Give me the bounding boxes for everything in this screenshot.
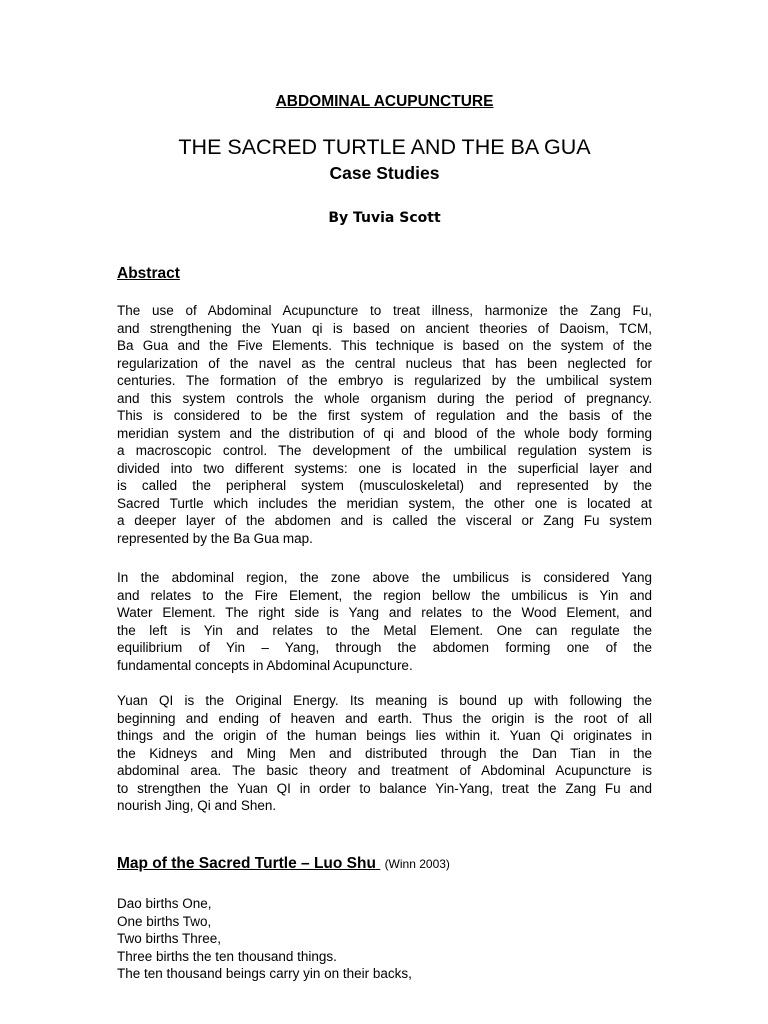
paragraph-line: a macroscopic control. The development of the umbilical regulation system is [117,443,652,458]
paragraph-line: beginning and ending of heaven and earth. Thus the origin is the root of all [117,710,652,726]
paragraph-line: nourish Jing, Qi and Shen. [117,798,277,813]
paragraph-line: The use of Abdominal Acupuncture to treat illness, harmonize the Zang Fu, [117,303,652,318]
paragraph-line: regularization of the navel as the central nucleus that has been neglected for [117,355,652,371]
paragraph-line: represented by the Ba Gua map. [117,530,313,546]
map-section-heading [117,854,450,874]
document-author: By Tuvia Scott [328,210,441,226]
abstract-heading [117,264,180,284]
paragraph-line: In the abdominal region, the zone above the umbilicus is considered Yang [117,570,652,585]
paragraph-line: is called the peripheral system (musculoskeletal) and represented by the [117,478,652,493]
poem-line: Two births Three, [117,931,222,946]
paragraph-line: the left is Yin and relates to the Metal Element. One can regulate the [117,622,652,638]
paragraph-line: divided into two different systems: one is located in the superficial layer and [117,460,652,476]
paragraph-line: things and the origin of the human beings lies within it. Yuan Qi originates in [117,728,652,743]
paragraph-line: and this system controls the whole organism during the period of pregnancy. [117,390,652,406]
poem-line: One births Two, [117,913,212,929]
document-topic: ABDOMINAL ACUPUNCTURE [275,93,494,110]
abstract-heading-text: Abstract [117,265,180,282]
paragraph-line: centuries. The formation of the embryo is regularized by the umbilical system [117,373,652,388]
paragraph-line: equilibrium of Yin – Yang, through the abdomen forming one of the [117,640,652,655]
paragraph-line: fundamental concepts in Abdominal Acupuncture. [117,657,413,673]
paragraph-line: a deeper layer of the abdomen and is called the visceral or Zang Fu system [117,513,652,528]
paragraph-line: the Kidneys and Ming Men and distributed through the Dan Tian in the [117,745,652,761]
document-title: THE SACRED TURTLE AND THE BA GUA [178,135,591,159]
paragraph-line: Ba Gua and the Five Elements. This technique is based on the system of the [117,338,652,353]
paragraph-line: Water Element. The right side is Yang and relates to the Wood Element, and [117,605,652,620]
paragraph-line: to strengthen the Yuan QI in order to balance Yin-Yang, treat the Zang Fu and [117,780,652,796]
paragraph-line: meridian system and the distribution of qi and blood of the whole body forming [117,425,652,441]
map-heading-text: Map of the Sacred Turtle – Luo Shu [117,855,376,872]
document-subtitle: Case Studies [329,163,440,183]
paragraph-line: This is considered to be the first system of regulation and the basis of the [117,408,652,423]
paragraph-line: and relates to the Fire Element, the region bellow the umbilicus is Yin and [117,587,652,603]
paragraph-line: and strengthening the Yuan qi is based on ancient theories of Daoism, TCM, [117,320,652,336]
poem-line: Dao births One, [117,896,212,911]
abstract-paragraph-3 [117,692,652,815]
paragraph-line: Yuan QI is the Original Energy. Its meaning is bound up with following the [117,693,652,708]
poem-line: The ten thousand beings carry yin on their backs, [117,966,412,981]
map-poem [117,895,652,983]
abstract-paragraph-2 [117,569,652,674]
abstract-paragraph-1 [117,302,652,547]
map-heading-citation: (Winn 2003) [384,857,450,871]
paragraph-line: Sacred Turtle which includes the meridian system, the other one is located at [117,495,652,511]
paragraph-line: abdominal area. The basic theory and treatment of Abdominal Acupuncture is [117,763,652,778]
poem-line: Three births the ten thousand things. [117,948,337,964]
